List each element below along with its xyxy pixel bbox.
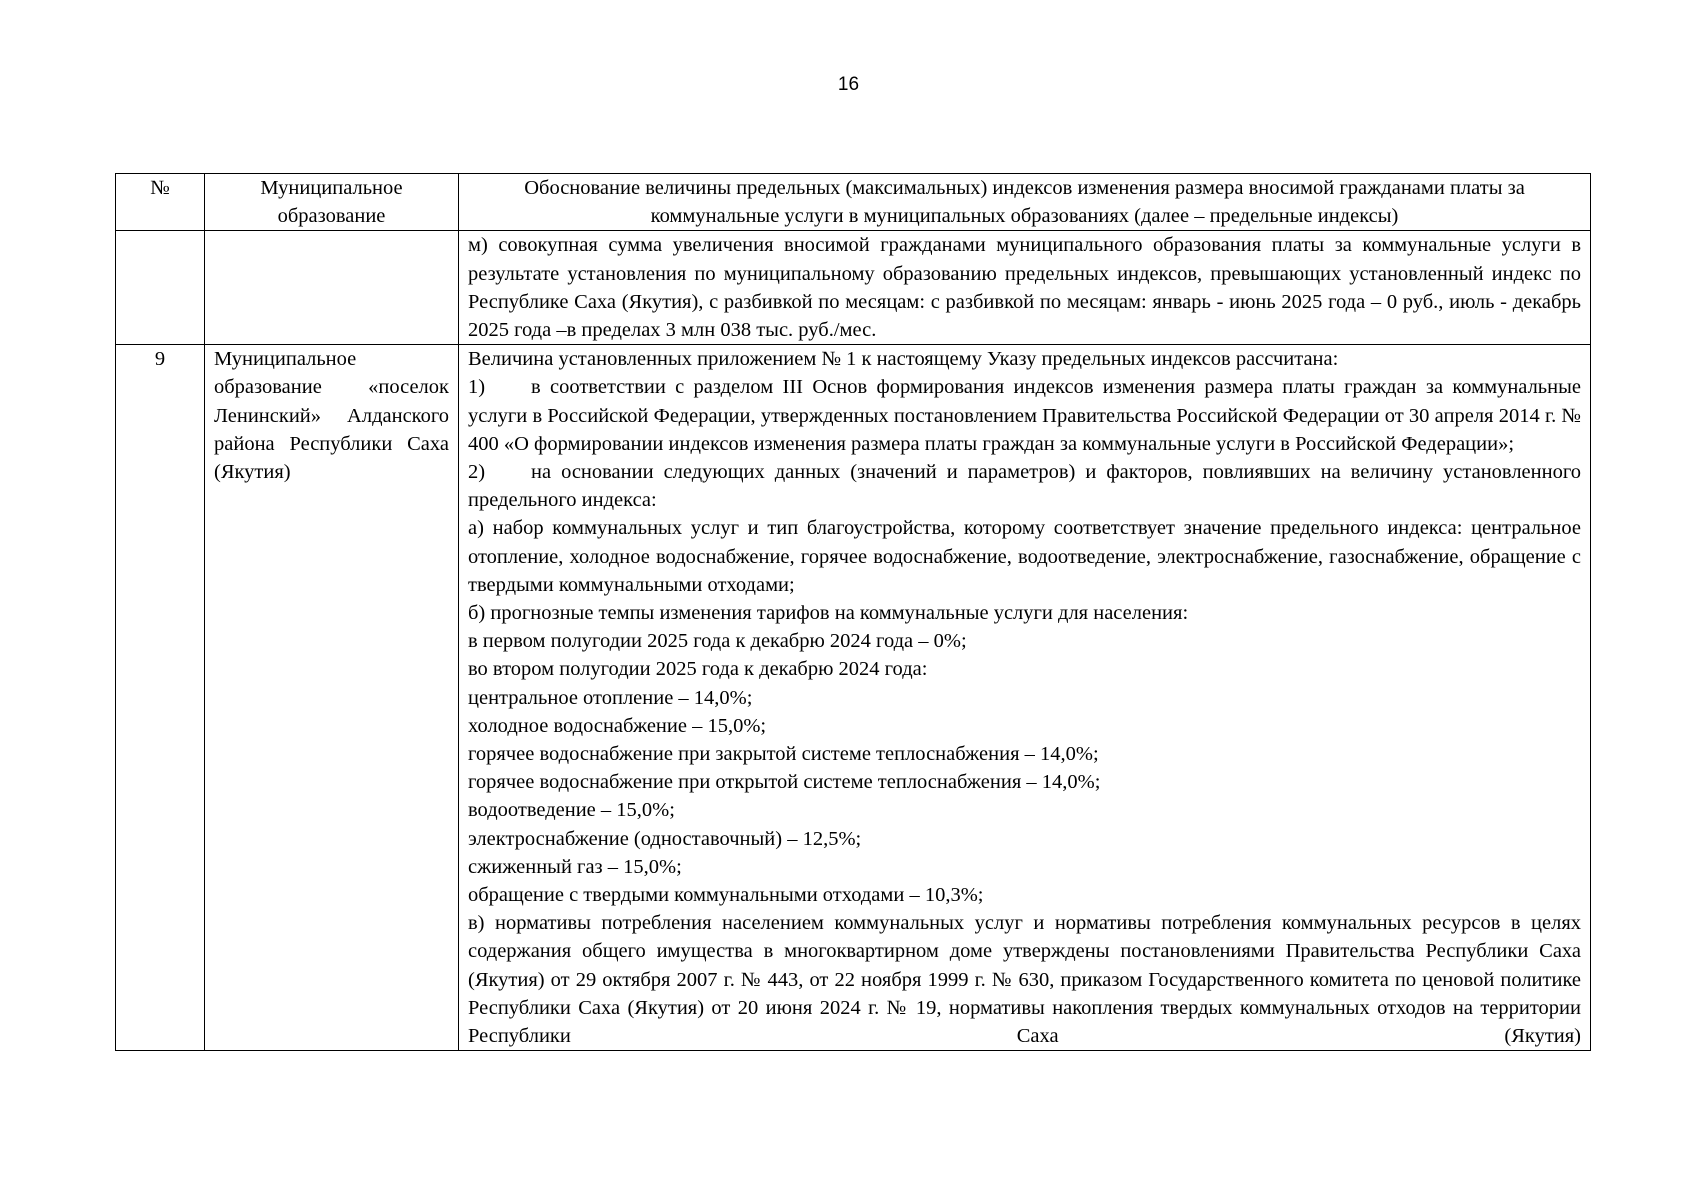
tariff-sewerage: водоотведение – 15,0%; — [468, 799, 675, 822]
paragraph-1 — [468, 373, 1581, 458]
paragraph-intro: Величина установленных приложением № 1 к настоящему Указу предельных индексов рассчитана: — [468, 348, 1339, 371]
justification-text-cell — [459, 345, 1591, 1051]
tariff-solid-waste: обращение с твердыми коммунальными отходами – 10,3%; — [468, 884, 984, 907]
continuation-text-cell: м) совокупная сумма увеличения вносимой гражданами муниципального образования платы за коммунальные услуги в результате установления по муниципальному образованию предельных индексов, превышающих установленный индекс по Республике Саха (Якутия), с разбивкой по месяцам: с разбивкой по месяцам: январь - июнь 2025 года – 0 руб., июль - декабрь 2025 года –в пределах 3 млн 038 тыс. руб./мес. — [459, 231, 1591, 345]
paragraph-half-1: в первом полугодии 2025 года к декабрю 2024 года – 0%; — [468, 630, 967, 653]
tariff-electricity: электроснабжение (одноставочный) – 12,5%; — [468, 827, 862, 850]
paragraph-1-marker: 1) — [468, 376, 486, 399]
tariff-cold-water: холодное водоснабжение – 15,0%; — [468, 714, 767, 737]
paragraph-a: а) набор коммунальных услуг и тип благоустройства, которому соответствует значение предельного индекса: центральное отопление, холодное водоснабжение, горячее водоснабжение, водоотведение, электроснабжение, газоснабжение, обращение с твердыми коммунальными отходами; — [468, 517, 1581, 596]
table-header-row — [116, 174, 1591, 231]
paragraph-b: б) прогнозные темпы изменения тарифов на коммунальные услуги для населения: — [468, 602, 1189, 625]
paragraph-2-marker: 2) — [468, 461, 486, 484]
continuation-municipality-cell — [205, 231, 459, 345]
table-row — [116, 345, 1591, 1051]
page-number: 16 — [837, 74, 860, 95]
tariff-heating: центральное отопление – 14,0%; — [468, 686, 753, 709]
paragraph-2-text: на основании следующих данных (значений и параметров) и факторов, повлиявших на величину установленного предельного индекса: — [468, 461, 1581, 512]
paragraph-1-text: в соответствии с разделом III Основ формирования индексов изменения размера платы граждан за коммунальные услуги в Российской Федерации, утвержденных постановлением Правительства Российской Федерации от 30 апреля 2014 г. № 400 «О формировании индексов изменения размера платы граждан за коммунальные услуги в Российской Федерации»; — [468, 376, 1581, 455]
header-municipality: Муниципальное образование — [205, 174, 459, 231]
paragraph-half-2: во втором полугодии 2025 года к декабрю 2024 года: — [468, 658, 928, 681]
header-num: № — [116, 174, 205, 231]
municipality-name: Муниципальное образование «поселок Ленинский» Алданского района Республики Саха (Якутия) — [205, 345, 459, 1051]
continuation-num-cell — [116, 231, 205, 345]
table-row — [116, 231, 1591, 345]
paragraph-v: в) нормативы потребления населением коммунальных услуг и нормативы потребления коммунальных ресурсов в целях содержания общего имущества в многоквартирном доме утверждены постановлениями Правительства Республики Саха (Якутия) от 29 октября 2007 г. № 443, от 22 ноября 1999 г. № 630, приказом Государственного комитета по ценовой политике Республики Саха (Якутия) от 20 июня 2024 г. № 19, нормативы накопления твердых коммунальных отходов на территории Республики Саха (Якутия) — [468, 912, 1581, 1048]
row-number: 9 — [116, 345, 205, 1051]
justification-table — [115, 173, 1591, 1051]
tariff-hot-water-closed: горячее водоснабжение при закрытой системе теплоснабжения – 14,0%; — [468, 743, 1099, 766]
paragraph-2 — [468, 458, 1581, 514]
header-justification: Обоснование величины предельных (максимальных) индексов изменения размера вносимой гражданами платы за коммунальные услуги в муниципальных образованиях (далее – предельные индексы) — [459, 174, 1591, 231]
tariff-liquefied-gas: сжиженный газ – 15,0%; — [468, 855, 682, 878]
tariff-hot-water-open: горячее водоснабжение при открытой системе теплоснабжения – 14,0%; — [468, 771, 1101, 794]
